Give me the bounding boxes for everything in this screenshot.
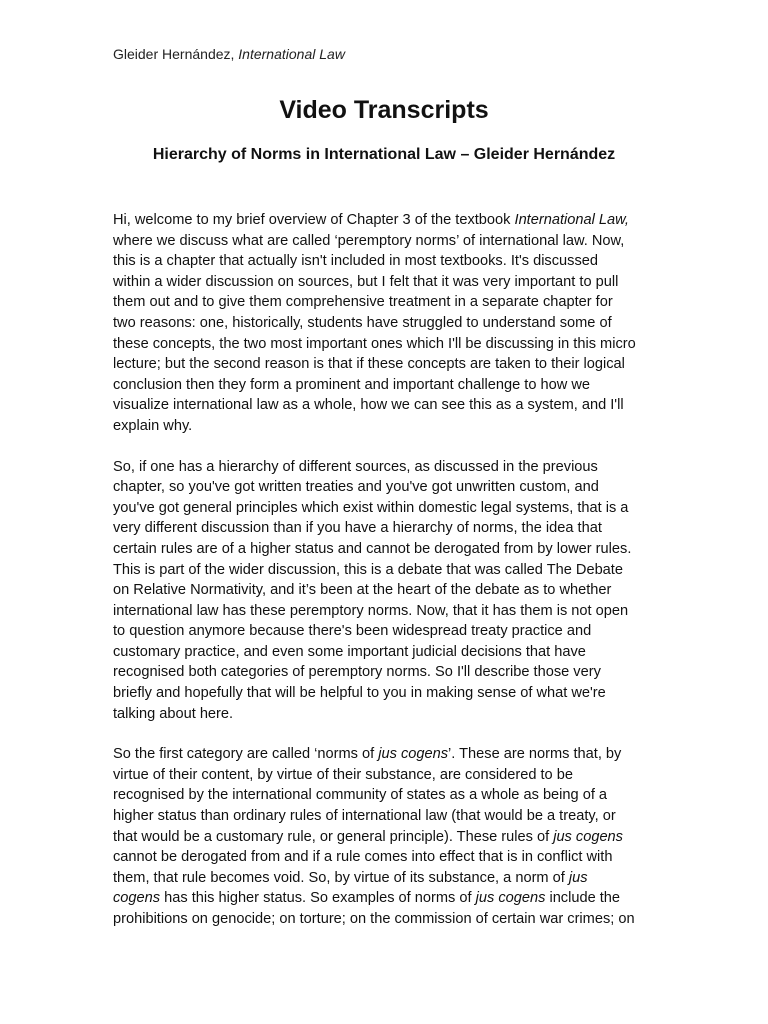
text-line <box>113 827 673 848</box>
text-run: where we discuss what are called ‘peremptory norms’ of international law. Now, <box>113 232 625 249</box>
page-subtitle: Hierarchy of Norms in International Law – Gleider Hernández <box>152 146 616 163</box>
text-run: conclusion then they form a prominent and important challenge to how we <box>113 376 591 393</box>
text-line <box>113 210 673 231</box>
text-line <box>113 765 673 786</box>
text-run: ’. These are norms that, by <box>448 746 622 763</box>
text-line <box>113 868 673 889</box>
text-run: higher status than ordinary rules of international law (that would be a treaty, or <box>113 808 616 825</box>
text-line <box>113 621 673 642</box>
text-line <box>113 375 673 396</box>
text-run: cannot be derogated from and if a rule comes into effect that is in conflict with <box>113 849 613 866</box>
header-book-title: International Law <box>238 46 345 62</box>
text-line <box>113 580 673 601</box>
text-run: them out and to give them comprehensive treatment in a separate chapter for <box>113 294 613 311</box>
italic-text: jus cogens <box>378 746 449 763</box>
transcript-paragraph <box>113 744 673 929</box>
text-line <box>113 909 673 930</box>
text-line <box>113 416 673 437</box>
text-run: recognised by the international community of states as a whole as being of a <box>113 787 608 804</box>
text-line <box>113 744 673 765</box>
text-line <box>113 662 673 683</box>
text-run: you've got general principles which exist within domestic legal systems, that is a <box>113 499 629 516</box>
text-run: So the first category are called ‘norms of <box>113 746 379 763</box>
italic-text: jus cogens <box>475 890 546 907</box>
text-line <box>113 539 673 560</box>
text-line <box>113 847 673 868</box>
text-run: talking about here. <box>113 705 234 722</box>
text-run: lecture; but the second reason is that if these concepts are taken to their logical <box>113 356 625 373</box>
text-run: has this higher status. So examples of norms of <box>160 890 476 907</box>
text-run: include the <box>545 890 621 907</box>
text-line <box>113 457 673 478</box>
text-run: This is part of the wider discussion, this is a debate that was called The Debate <box>113 561 623 578</box>
text-line <box>113 477 673 498</box>
text-run: this is a chapter that actually isn't included in most textbooks. It's discussed <box>113 253 598 270</box>
text-line <box>113 251 673 272</box>
text-line <box>113 313 673 334</box>
text-run: two reasons: one, historically, students have struggled to understand some of <box>113 314 612 331</box>
text-run: So, if one has a hierarchy of different sources, as discussed in the previous <box>113 458 598 475</box>
text-run: them, that rule becomes void. So, by virtue of its substance, a norm of <box>113 869 569 886</box>
header-author: Gleider Hernández, <box>113 46 239 62</box>
italic-text: cogens <box>113 890 161 907</box>
text-line <box>113 395 673 416</box>
text-line <box>113 334 673 355</box>
text-line <box>113 683 673 704</box>
text-run: these concepts, the two most important ones which I'll be discussing in this micro <box>113 335 636 352</box>
text-line <box>113 560 673 581</box>
text-run: that would be a customary rule, or general principle). These rules of <box>113 828 554 845</box>
text-run: virtue of their content, by virtue of their substance, are considered to be <box>113 766 573 783</box>
text-line <box>113 806 673 827</box>
italic-text: jus cogens <box>553 828 623 845</box>
text-run: very different discussion than if you have a hierarchy of norms, the idea that <box>113 520 602 537</box>
text-run: certain rules are of a higher status and cannot be derogated from by lower rules. <box>113 540 632 557</box>
text-line <box>113 272 673 293</box>
text-line <box>113 785 673 806</box>
text-run: explain why. <box>113 417 193 434</box>
running-header <box>113 44 345 64</box>
transcript-paragraph <box>113 457 673 725</box>
text-run: prohibitions on genocide; on torture; on the commission of certain war crimes; on <box>113 911 635 927</box>
italic-text: International Law, <box>514 212 629 228</box>
text-line <box>113 292 673 313</box>
text-line <box>113 642 673 663</box>
text-run: international law has these peremptory norms. Now, that it has them is not open <box>113 602 629 619</box>
text-line <box>113 354 673 375</box>
italic-text: jus <box>568 869 588 886</box>
text-run: visualize international law as a whole, how we can see this as a system, and I'll <box>113 397 624 414</box>
text-line <box>113 518 673 539</box>
page-title: Video Transcripts <box>279 96 489 124</box>
text-run: to question anymore because there's been widespread treaty practice and <box>113 623 592 640</box>
text-line <box>113 498 673 519</box>
text-run: on Relative Normativity, and it’s been at the heart of the debate as to whether <box>113 582 612 599</box>
text-run: recognised both categories of peremptory norms. So I'll describe those very <box>113 664 601 681</box>
text-line <box>113 601 673 622</box>
text-run: briefly and hopefully that will be helpful to you in making sense of what we're <box>113 685 606 702</box>
text-run: within a wider discussion on sources, but I felt that it was very important to pull <box>113 273 619 290</box>
text-line <box>113 231 673 252</box>
text-run: Hi, welcome to my brief overview of Chapter 3 of the textbook <box>113 212 515 228</box>
transcript-body <box>113 210 673 950</box>
text-line <box>113 704 673 725</box>
text-run: chapter, so you've got written treaties and you've got unwritten custom, and <box>113 479 599 496</box>
text-line <box>113 888 673 909</box>
text-run: customary practice, and even some important judicial decisions that have <box>113 643 586 660</box>
transcript-paragraph <box>113 210 673 437</box>
